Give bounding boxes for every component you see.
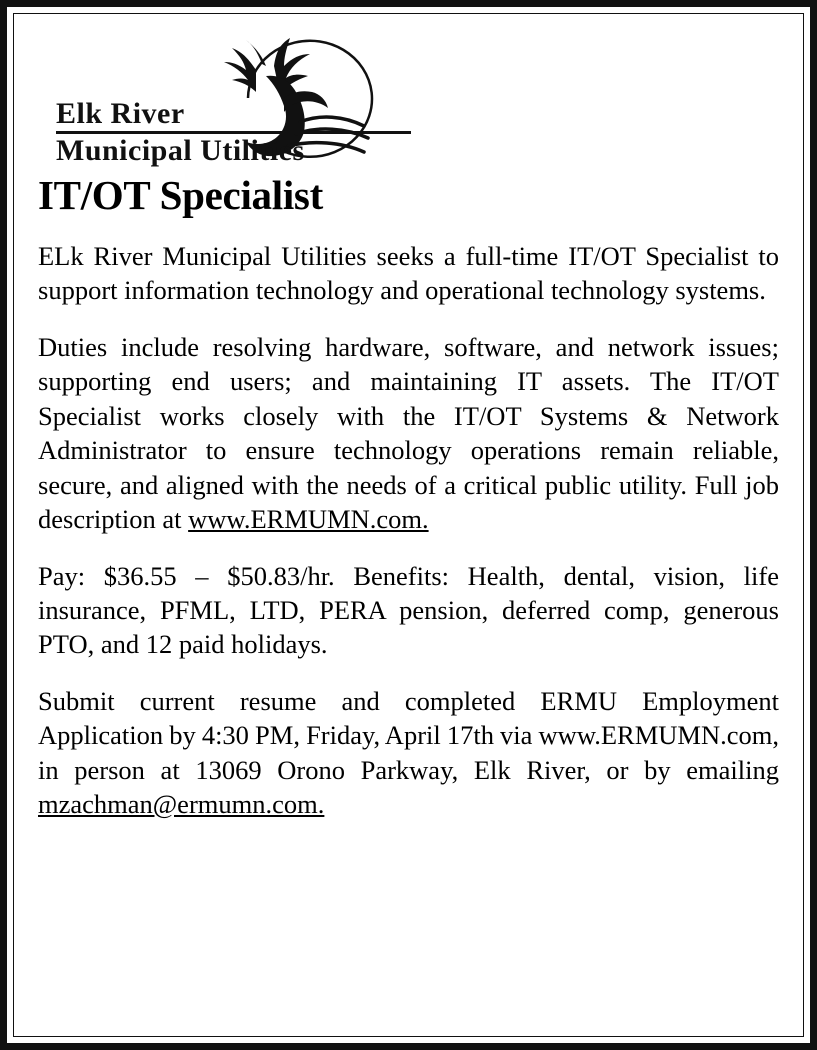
logo-block bbox=[38, 36, 779, 166]
paragraph-submit-text: Submit current resume and completed ERMU Employment Application by 4:30 PM, Friday, April 17th via www.ERMUMN.com, in person at 13069 Orono Parkway, Elk River, or by emailing bbox=[38, 685, 779, 785]
website-link[interactable]: www.ERMUMN.com. bbox=[188, 504, 429, 535]
paragraph-submit bbox=[38, 684, 779, 822]
logo-line-1: Elk River bbox=[56, 97, 185, 130]
email-link[interactable]: mzachman@ermumn.com. bbox=[38, 789, 325, 820]
advertisement-body bbox=[13, 13, 804, 1037]
page-title: IT/OT Specialist bbox=[38, 172, 323, 218]
paragraph-duties-text: Duties include resolving hardware, software, and network issues; supporting end users; and maintaining IT assets. The IT/OT Specialist works closely with the IT/OT Systems & Network Administrator to ensure technology operations remain reliable, secure, and aligned with the needs of a critical public utility. Full job description at bbox=[38, 331, 779, 535]
paragraph-intro: ELk River Municipal Utilities seeks a full-time IT/OT Specialist to support information technology and operational technology systems. bbox=[38, 241, 779, 306]
paragraph-pay: Pay: $36.55 – $50.83/hr. Benefits: Health, dental, vision, life insurance, PFML, LTD, PERA pension, deferred comp, generous PTO, and 12 paid holidays. bbox=[38, 560, 779, 660]
logo-line-2: Municipal Utilities bbox=[56, 131, 411, 167]
logo-wordmark bbox=[56, 98, 411, 168]
paragraph-duties bbox=[38, 330, 779, 537]
